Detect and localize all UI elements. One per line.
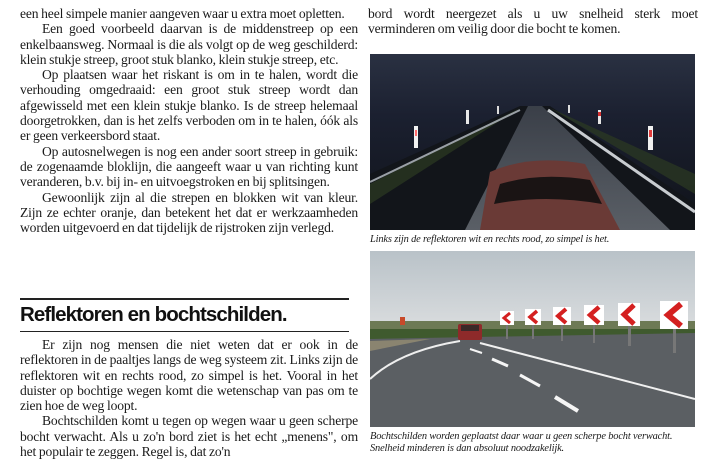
paragraph: Een goed voorbeeld daarvan is de middenstreep op een enkelbaansweg. Normaal is die als volgt op de weg geschilderd: klein stukje streep, groot stuk blanko, klein stukje streep, etc. (20, 21, 358, 67)
paragraph: Op plaatsen waar het riskant is om in te halen, wordt die verhouding omgedraaid: een groot stuk streep wordt dan afgewisseld met een klein stukje blanko. Is de streep helemaal doorgetrokken, dan is het zelfs verboden om in te halen, óók als er geen verkeersbord staat. (20, 67, 358, 144)
night-road-illustration (370, 54, 695, 230)
paragraph: Gewoonlijk zijn al die strepen en blokken wit van kleur. Zijn ze echter oranje, dan betekent het dat er werkzaamheden worden uitgevoerd en dat tijdelijk de rijstroken zijn verlegd. (20, 189, 358, 236)
section-heading: Reflektoren en bochtschilden. (20, 303, 287, 326)
photo-caption: Links zijn de reflektoren wit en rechts rood, zo simpel is het. (370, 234, 610, 245)
section-rule-top (20, 298, 349, 300)
photo-caption: Bochtschilden worden geplaatst daar waar u geen scherpe bocht verwacht. Snelheid minderen is dan absoluut noodzakelijk. (370, 431, 673, 454)
right-column-top (368, 6, 698, 37)
paragraph: een heel simpele manier aangeven waar u extra moet opletten. (20, 6, 345, 21)
left-column-top (20, 6, 358, 235)
section-rule-bottom (20, 331, 349, 332)
paragraph: Er zijn nog mensen die niet weten dat er ook in de reflektoren in de paaltjes langs de weg systeem zit. Links zijn de reflektoren wit en rechts rood, zo simpel is het. Vooral in het duister op bochtige wegen komt die wetenschap van pas om te zien hoe de weg loopt. (20, 337, 358, 414)
paragraph: bord wordt neergezet als u uw snelheid sterk moet verminderen om veilig door die bocht te komen. (368, 6, 698, 37)
night-road-photo (370, 54, 695, 230)
red-reflector-post (649, 130, 652, 137)
paragraph: Op autosnelwegen is nog een ander soort streep in gebruik: de zogenaamde bloklijn, die aangeeft waar u van richting kunt veranderen, b.v. bij in- en uitvoegstroken en bij splitsingen. (20, 143, 358, 190)
chevron-road-illustration (370, 251, 695, 427)
white-reflector-post (414, 126, 418, 148)
paragraph: Bochtschilden komt u tegen op wegen waar u geen scherpe bocht verwacht. Als u zo'n bord ziet is het echt „menens", om het populair te zeggen. Regel is, dat zo'n (20, 413, 358, 460)
left-column-bottom (20, 337, 358, 459)
chevron-signs-photo (370, 251, 695, 427)
